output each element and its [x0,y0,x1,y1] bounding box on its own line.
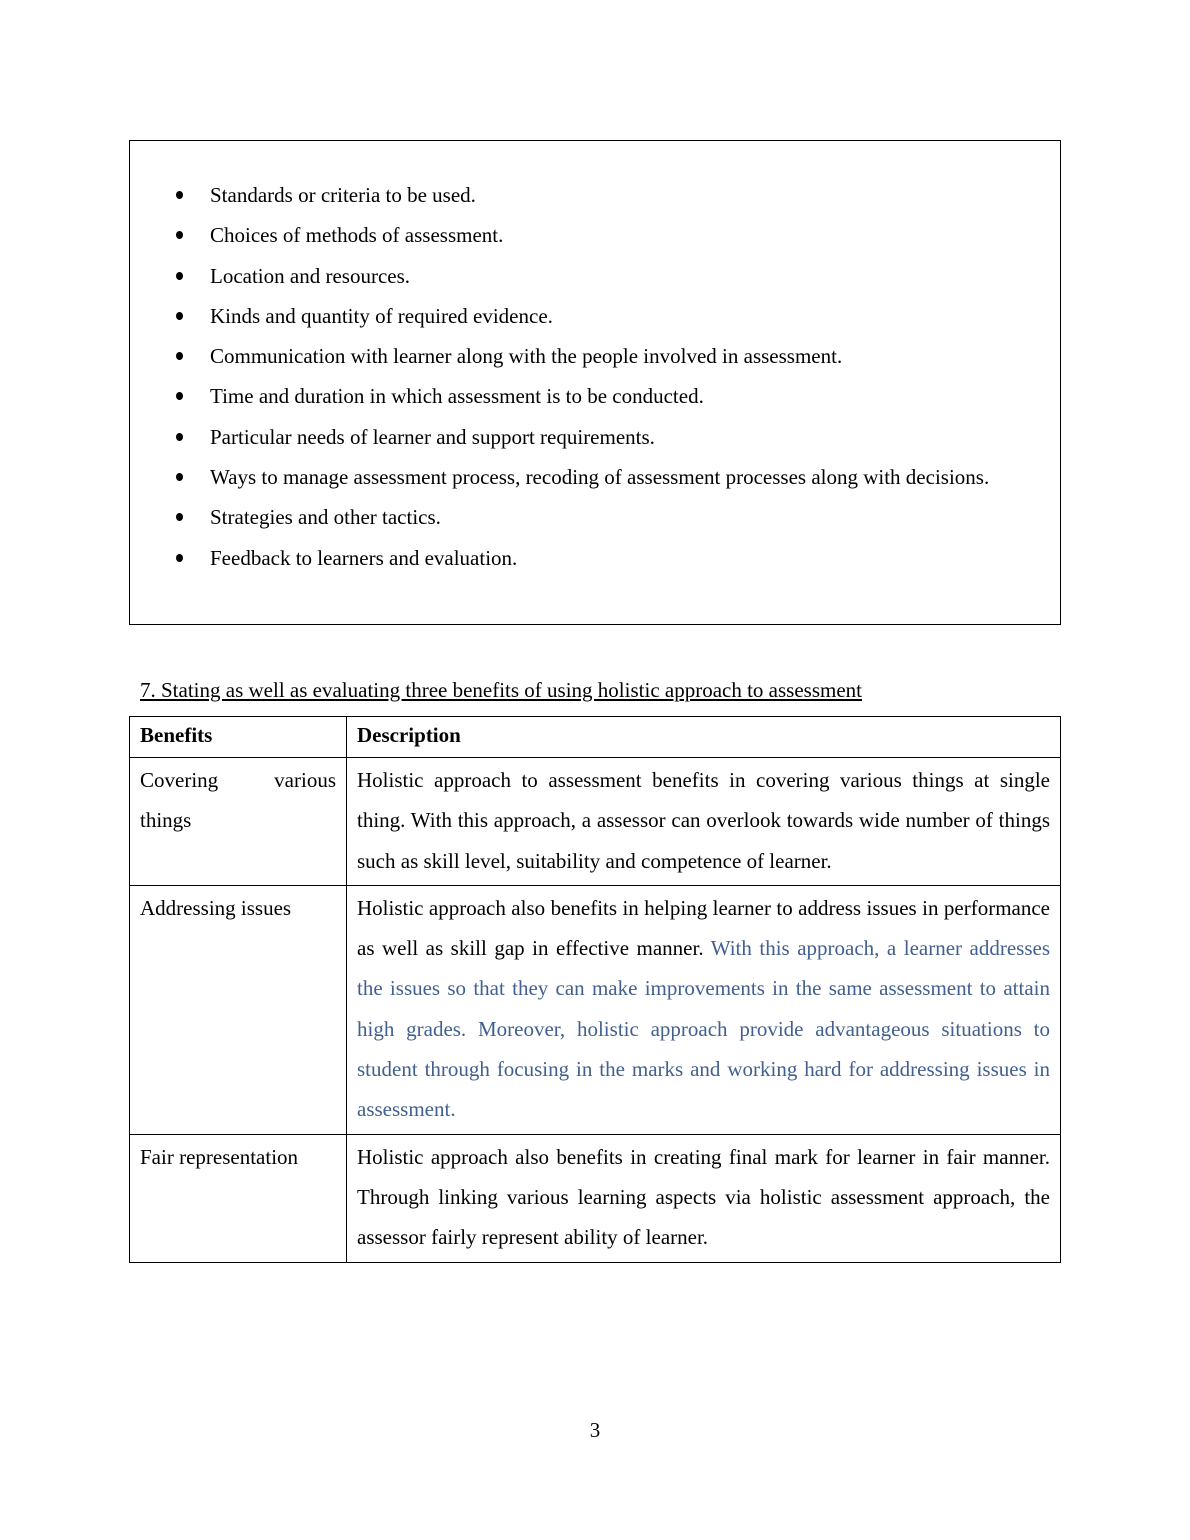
description-text: Holistic approach to assessment benefits in covering various things at single thing. With this approach, a assessor can overlook towards wide number of things such as skill level, suitability and competence of learner. [357,768,1050,873]
list-item: Time and duration in which assessment is to be conducted. [130,376,1060,416]
bullet-icon [176,352,183,360]
description-text: Holistic approach also benefits in creating final mark for learner in fair manner. Through linking various learning aspects via holistic assessment approach, the assessor fairly represent ability of learner. [357,1144,1050,1250]
list-item: Kinds and quantity of required evidence. [130,296,1060,336]
header-benefits: Benefits [130,717,347,758]
list-item: Feedback to learners and evaluation. [130,538,1060,578]
description-cell [347,758,1061,886]
header-description: Description [347,717,1061,758]
list-item: Strategies and other tactics. [130,497,1060,537]
bullet-icon [176,554,183,562]
bullet-icon [176,433,183,441]
benefit-cell: Fair representation [130,1134,347,1262]
bullet-icon [176,272,183,280]
list-item: Communication with learner along with the people involved in assessment. [130,336,1060,376]
benefit-cell: Addressing issues [130,885,347,1134]
benefits-table [129,716,1061,1263]
table-row [130,758,1061,886]
criteria-list [130,175,1060,578]
list-item: Choices of methods of assessment. [130,215,1060,255]
list-item: Standards or criteria to be used. [130,175,1060,215]
list-item: Location and resources. [130,256,1060,296]
bullet-icon [176,231,183,239]
table-header-row [130,717,1061,758]
list-item: Ways to manage assessment process, recoding of assessment processes along with decisions. [130,457,1060,497]
description-text: Holistic approach also benefits in helping learner to address issues in performance as well as skill gap in effective manner. [357,895,1050,961]
list-item: Particular needs of learner and support requirements. [130,417,1060,457]
description-highlight-text: With this approach, a learner addresses the issues so that they can make improvements in the same assessment to attain high grades. Moreover, holistic approach provide advantageous situations to student through focusing in the marks and working hard for addressing issues in assessment. [357,936,1050,1122]
criteria-box [129,140,1061,625]
description-cell [347,1134,1061,1262]
section-heading: 7. Stating as well as evaluating three benefits of using holistic approach to assessment [140,678,862,702]
bullet-icon [176,392,183,400]
table-row [130,885,1061,1134]
table-row [130,1134,1061,1262]
bullet-icon [176,191,183,199]
bullet-icon [176,312,183,320]
benefit-cell: Covering various things [130,758,347,886]
description-cell [347,885,1061,1134]
bullet-icon [176,473,183,481]
bullet-icon [176,513,183,521]
page-number: 3 [589,1418,601,1442]
